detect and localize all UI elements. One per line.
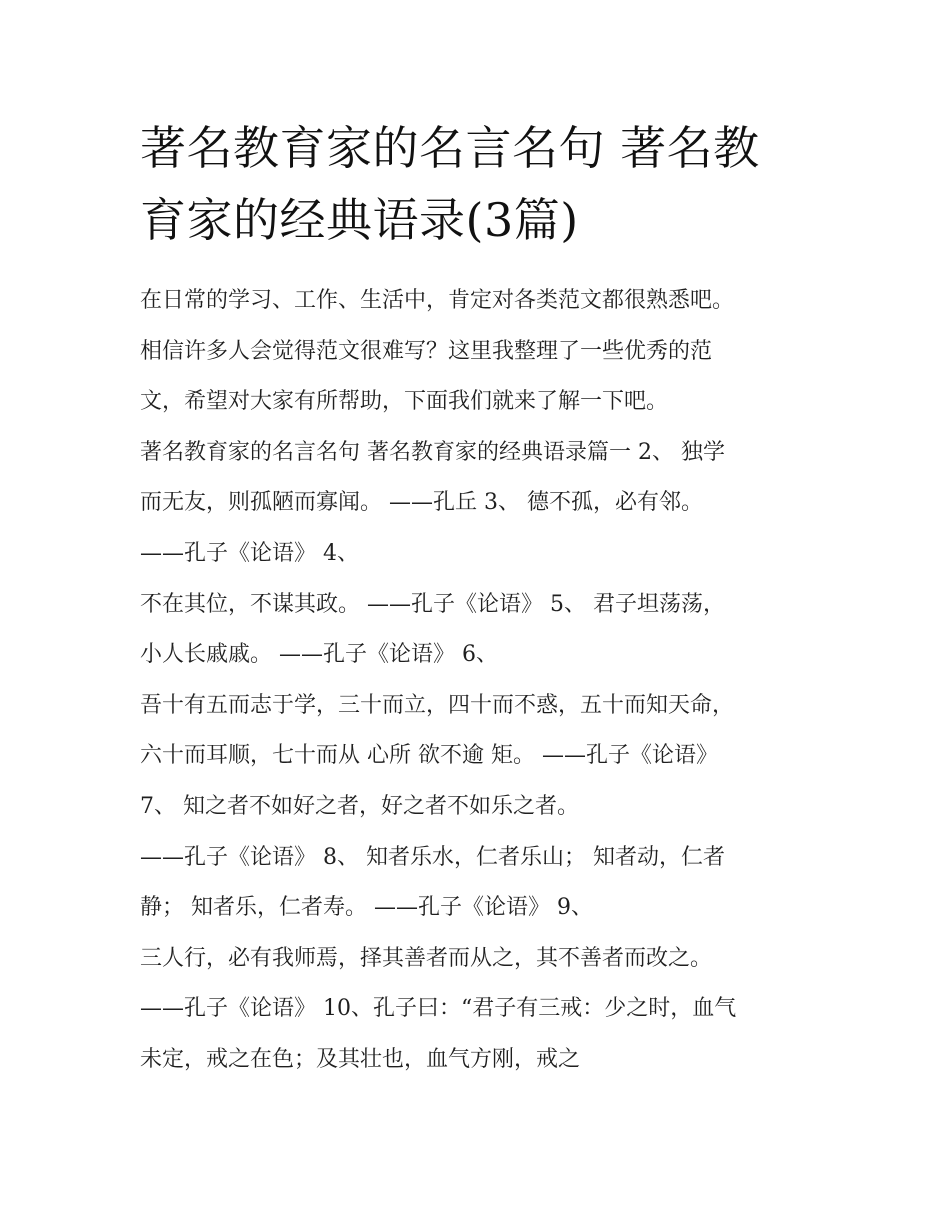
body-line: 小人长戚戚。 ——孔子《论语》 6、 [140,642,498,668]
body-line: 在日常的学习、工作、生活中，肯定对各类范文都很熟悉吧。 [140,288,735,313]
body-line: ——孔子《论语》 4、 [140,540,359,566]
body-line: 文，希望对大家有所帮助，下面我们就来了解一下吧。 [140,389,669,415]
body-line: 三人行，必有我师焉，择其善者而从之，其不善者而改之。 [140,945,713,971]
body-line: ——孔子《论语》 10、孔子曰：“君子有三戒：少之时，血气 [140,996,737,1022]
document-body [140,276,830,1086]
title-line-1: 著名教育家的名言名句 著名教 [140,121,760,175]
body-line: 而无友，则孤陋而寡闻。 ——孔丘 3、 德不孤，必有邻。 [140,490,703,516]
body-line: 吾十有五而志于学，三十而立，四十而不惑，五十而知天命， [140,692,735,718]
body-line: 六十而耳顺，七十而从 心所 欲不逾 矩。 ——孔子《论语》 [140,743,718,769]
body-line: 不在其位，不谋其政。 ——孔子《论语》 5、 君子坦荡荡， [140,591,725,617]
body-line: 著名教育家的名言名句 著名教育家的经典语录篇一 2、 独学 [140,439,725,465]
body-line: 未定，戒之在色；及其壮也，血气方刚，戒之 [140,1046,581,1072]
document-title [140,112,840,256]
body-line: 7、 知之者不如好之者，好之者不如乐之者。 [140,793,579,819]
body-line: ——孔子《论语》 8、 知者乐水，仁者乐山； 知者动，仁者 [140,844,725,870]
body-line: 静； 知者乐，仁者寿。 ——孔子《论语》 9、 [140,895,593,921]
title-line-2: 育家的经典语录(3篇) [140,193,579,247]
body-line: 相信许多人会觉得范文很难写？这里我整理了一些优秀的范 [140,338,713,364]
